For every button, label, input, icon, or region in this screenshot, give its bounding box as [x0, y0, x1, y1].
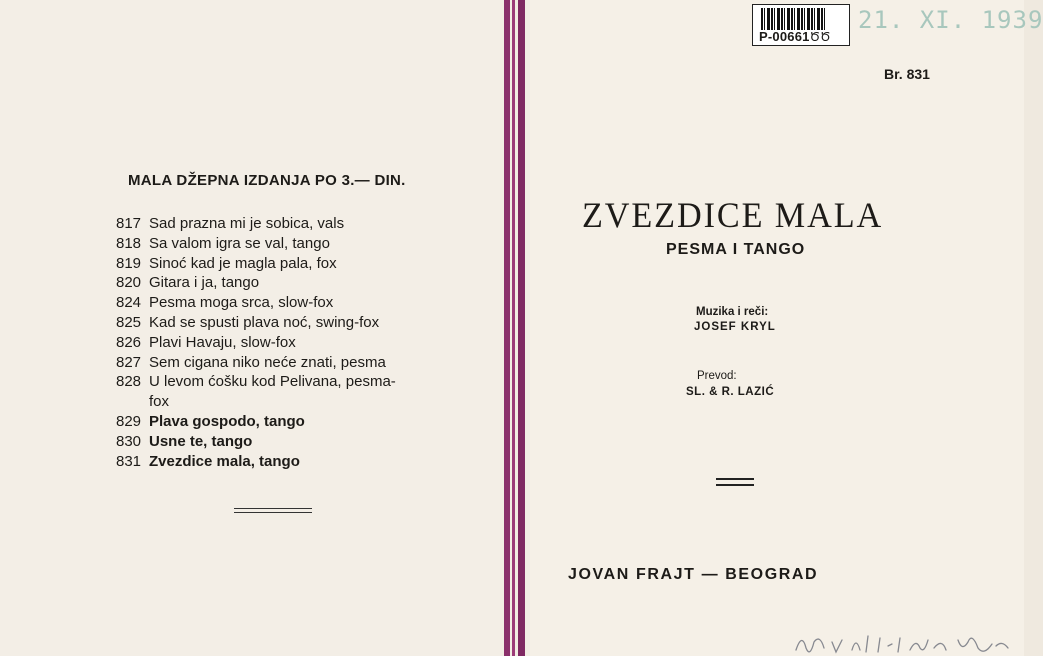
catalog-item-title: Sa valom igra se val, tango [149, 234, 330, 252]
catalog-item-title: Sinoć kad je magla pala, fox [149, 254, 337, 272]
number-label: Br. 831 [884, 66, 930, 82]
right-page [530, 0, 1024, 656]
catalog-item-title: Sad prazna mi je sobica, vals [149, 215, 345, 232]
catalog-list [116, 214, 456, 471]
catalog-item [116, 254, 456, 274]
spine-stripe [518, 0, 525, 656]
publisher: JOVAN FRAJT — BEOGRAD [568, 566, 819, 583]
catalog-item [116, 432, 456, 452]
divider-rule [234, 508, 312, 513]
song-subtitle: PESMA I TANGO [666, 241, 806, 258]
catalog-item-number: 831 [116, 452, 142, 470]
spine-stripe [504, 0, 510, 656]
catalog-item-number [116, 392, 148, 412]
catalog-item-number: 830 [116, 432, 142, 450]
catalog-item-title: Pesma moga srca, slow-fox [149, 294, 334, 312]
catalog-item-number: 828 [116, 373, 142, 391]
catalog-heading: MALA DŽEPNA IZDANJA PO 3.— DIN. [128, 172, 406, 189]
translators: SL. & R. LAZIĆ [686, 386, 775, 398]
catalog-item-title: Usne te, tango [149, 432, 253, 450]
catalog-item [116, 452, 456, 472]
catalog-item [116, 234, 456, 254]
catalog-item-number: 820 [116, 274, 142, 292]
catalog-item [116, 313, 456, 333]
catalog-item-title: Zvezdice mala, tango [149, 452, 300, 470]
catalog-item-number: 827 [116, 353, 142, 371]
catalog-item-number: 818 [116, 234, 142, 252]
catalog-item [116, 412, 456, 432]
catalog-item-number: 824 [116, 294, 142, 312]
song-title: ZVEZDICE MALA [582, 195, 884, 235]
catalog-item-number: 817 [116, 215, 142, 232]
barcode-icon [761, 8, 825, 30]
translation-label: Prevod: [697, 370, 737, 382]
catalog-item [116, 273, 456, 293]
catalog-item [116, 293, 456, 313]
handwritten-signature [792, 628, 1012, 656]
catalog-item-number: 829 [116, 412, 142, 430]
catalog-item [116, 392, 456, 412]
catalog-item-title: Plava gospodo, tango [149, 412, 305, 430]
catalog-item [116, 372, 456, 392]
catalog-item [116, 353, 456, 373]
catalog-item-number: 826 [116, 333, 142, 351]
spine-stripe [512, 0, 515, 656]
catalog-item-title: Gitara i ja, tango [149, 274, 260, 292]
music-label: Muzika i reči: [696, 306, 769, 318]
barcode-label [752, 4, 850, 46]
catalog-item [116, 333, 456, 353]
catalog-item-title: Plavi Havaju, slow-fox [149, 333, 296, 351]
book-spine [500, 0, 530, 656]
divider-rule [716, 478, 754, 486]
date-stamp: 21. XI. 1939 [858, 6, 1043, 34]
catalog-item-title: U levom ćošku kod Pelivana, pesma- [149, 373, 396, 391]
catalog-item-number: 825 [116, 313, 142, 331]
catalog-item-title: Kad se spusti plava noć, swing-fox [149, 313, 380, 331]
barcode-id: P-00661ԾԾ [759, 29, 831, 44]
music-author: JOSEF KRYL [694, 321, 776, 333]
catalog-item-title: fox [149, 393, 170, 411]
catalog-item-title: Sem cigana niko neće znati, pesma [149, 353, 386, 371]
catalog-item [116, 214, 456, 234]
catalog-item-number: 819 [116, 254, 142, 272]
